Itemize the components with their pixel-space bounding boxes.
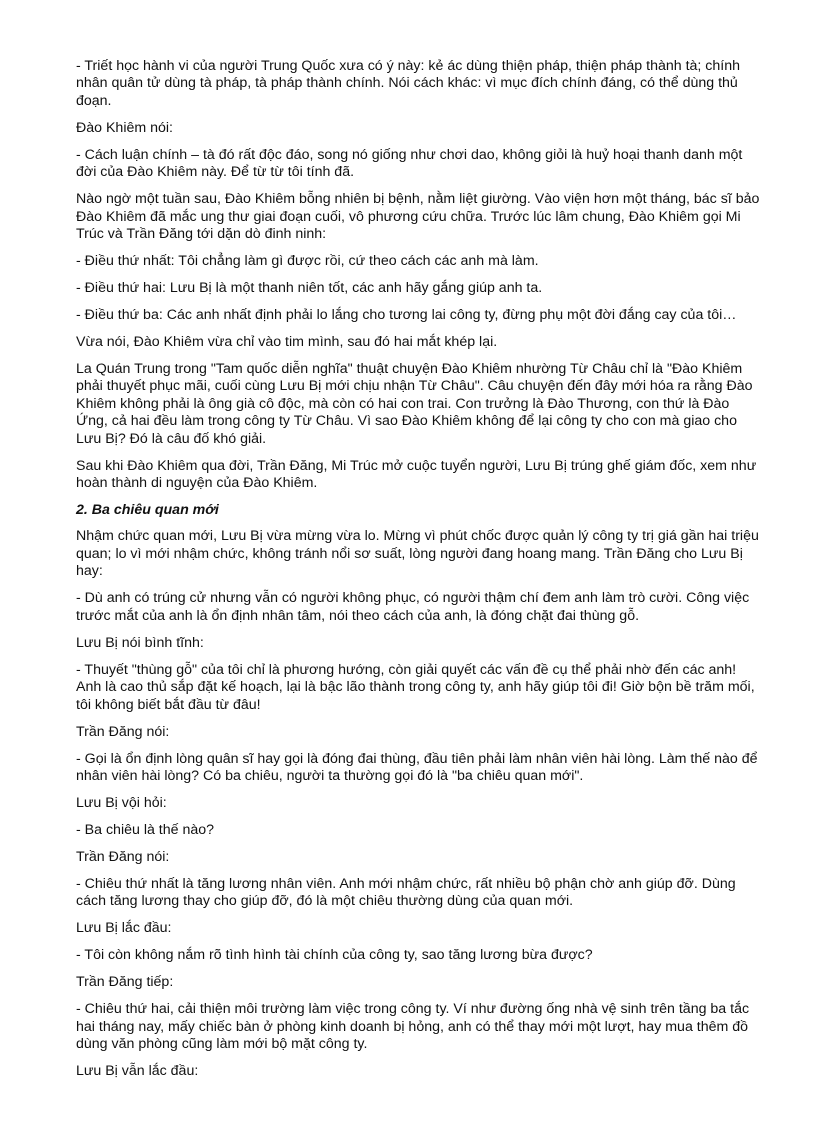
instruction-1: - Điều thứ nhất: Tôi chẳng làm gì được rồi, cứ theo cách các anh mà làm. [76,253,539,270]
speaker-line: Lưu Bị nói bình tĩnh: [76,634,204,651]
narrative-paragraph: Vừa nói, Đào Khiêm vừa chỉ vào tim mình, sau đó hai mắt khép lại. [76,334,498,351]
dialogue-line: - Gọi là ổn định lòng quân sĩ hay gọi là đóng đai thùng, đầu tiên phải làm nhân viên hài lòng. Làm thế nào để nhân viên hài lòng? Có ba chiêu, người ta thường gọi đó là "ba chiêu quan mới". [76,750,758,784]
narrative-paragraph: Sau khi Đào Khiêm qua đời, Trần Đăng, Mi Trúc mở cuộc tuyển người, Lưu Bị trúng ghế giám đốc, xem như hoàn thành di nguyện của Đào Khiêm. [76,457,757,492]
dialogue-line: - Thuyết "thùng gỗ" của tôi chỉ là phương hướng, còn giải quyết các vấn đề cụ thể phải nhờ đến các anh! Anh là cao thủ sắp đặt kế hoạch, lại là bậc lão thành trong công ty, anh hãy giúp tôi đi! Giờ bộn bề trăm mối, tôi không biết bắt đầu từ đâu! [76,661,755,713]
narrative-paragraph: Nhậm chức quan mới, Lưu Bị vừa mừng vừa lo. Mừng vì phút chốc được quản lý công ty trị giá gần hai triệu quan; lo vì mới nhậm chức, không tránh nổi sơ suất, lòng người đang hoang mang. Trần Đăng cho Lưu Bị hay: [76,528,759,580]
speaker-line: Lưu Bị lắc đầu: [76,920,172,937]
speaker-line: Đào Khiêm nói: [76,119,173,136]
instruction-3: - Điều thứ ba: Các anh nhất định phải lo lắng cho tương lai công ty, đừng phụ một đời đắng cay của tôi… [76,307,737,324]
dialogue-line: - Cách luận chính – tà đó rất độc đáo, song nó giống như chơi dao, không giỏi là huỷ hoại thanh danh một đời của Đào Khiêm này. Để từ từ tôi tính đã. [76,146,743,181]
section-heading: 2. Ba chiêu quan mới [76,502,219,519]
dialogue-line: - Ba chiêu là thế nào? [76,821,215,838]
narrative-paragraph: La Quán Trung trong "Tam quốc diễn nghĩa" thuật chuyện Đào Khiêm nhường Từ Châu chỉ là "Đào Khiêm phải thuyết phục mãi, cuối cùng Lưu Bị mới chịu nhận Từ Châu". Câu chuyện đến đây mới hóa ra rằng Đào Khiêm không phải là ông già cô độc, mà còn có hai con trai. Con trưởng là Đào Thương, con thứ là Đào Ứng, cả hai đều làm trong công ty Từ Châu. Vì sao Đào Khiêm không để lại công ty cho con mà giao cho Lưu Bị? Đó là câu đố khó giải. [76,361,753,447]
dialogue-line: - Chiêu thứ hai, cải thiện môi trường làm việc trong công ty. Ví như đường ống nhà vệ sinh trên tầng ba tắc hai tháng nay, mấy chiếc bàn ở phòng kinh doanh bị hỏng, anh có thể thay mới một lượt, hay mua thêm đồ dùng văn phòng cũng làm mới bộ mặt công ty. [76,1001,750,1053]
instruction-2: - Điều thứ hai: Lưu Bị là một thanh niên tốt, các anh hãy gắng giúp anh ta. [76,280,543,297]
speaker-line: Trần Đăng tiếp: [76,974,174,991]
speaker-line: Lưu Bị vội hỏi: [76,794,167,811]
document-page [76,58,762,1090]
dialogue-line: - Dù anh có trúng cử nhưng vẫn có người không phục, có người thậm chí đem anh làm trò cười. Công việc trước mắt của anh là ổn định nhân tâm, nói theo cách của anh, là đóng chặt đai thùng gỗ. [76,590,750,624]
dialogue-line: - Tôi còn không nắm rõ tình hình tài chính của công ty, sao tăng lương bừa được? [76,947,593,964]
speaker-line: Trần Đăng nói: [76,848,170,865]
speaker-line: Lưu Bị vẫn lắc đầu: [76,1063,199,1080]
dialogue-line: - Chiêu thứ nhất là tăng lương nhân viên. Anh mới nhậm chức, rất nhiều bộ phận chờ anh giúp đỡ. Dùng cách tăng lương thay cho giúp đỡ, đó là một chiêu thường dùng của quan mới. [76,875,736,910]
paragraph-philosophy: - Triết học hành vi của người Trung Quốc xưa có ý này: kẻ ác dùng thiện pháp, thiện pháp thành tà; chính nhân quân tử dùng tà pháp, tà pháp thành chính. Nói cách khác: vì mục đích chính đáng, có thể dùng thủ đoạn. [76,58,740,109]
speaker-line: Trần Đăng nói: [76,723,170,740]
narrative-paragraph: Nào ngờ một tuần sau, Đào Khiêm bỗng nhiên bị bệnh, nằm liệt giường. Vào viện hơn một tháng, bác sĩ bảo Đào Khiêm đã mắc ung thư giai đoạn cuối, vô phương cứu chữa. Trước lúc lâm chung, Đào Khiêm gọi Mi Trúc và Trần Đăng tới dặn dò đinh ninh: [76,191,760,243]
